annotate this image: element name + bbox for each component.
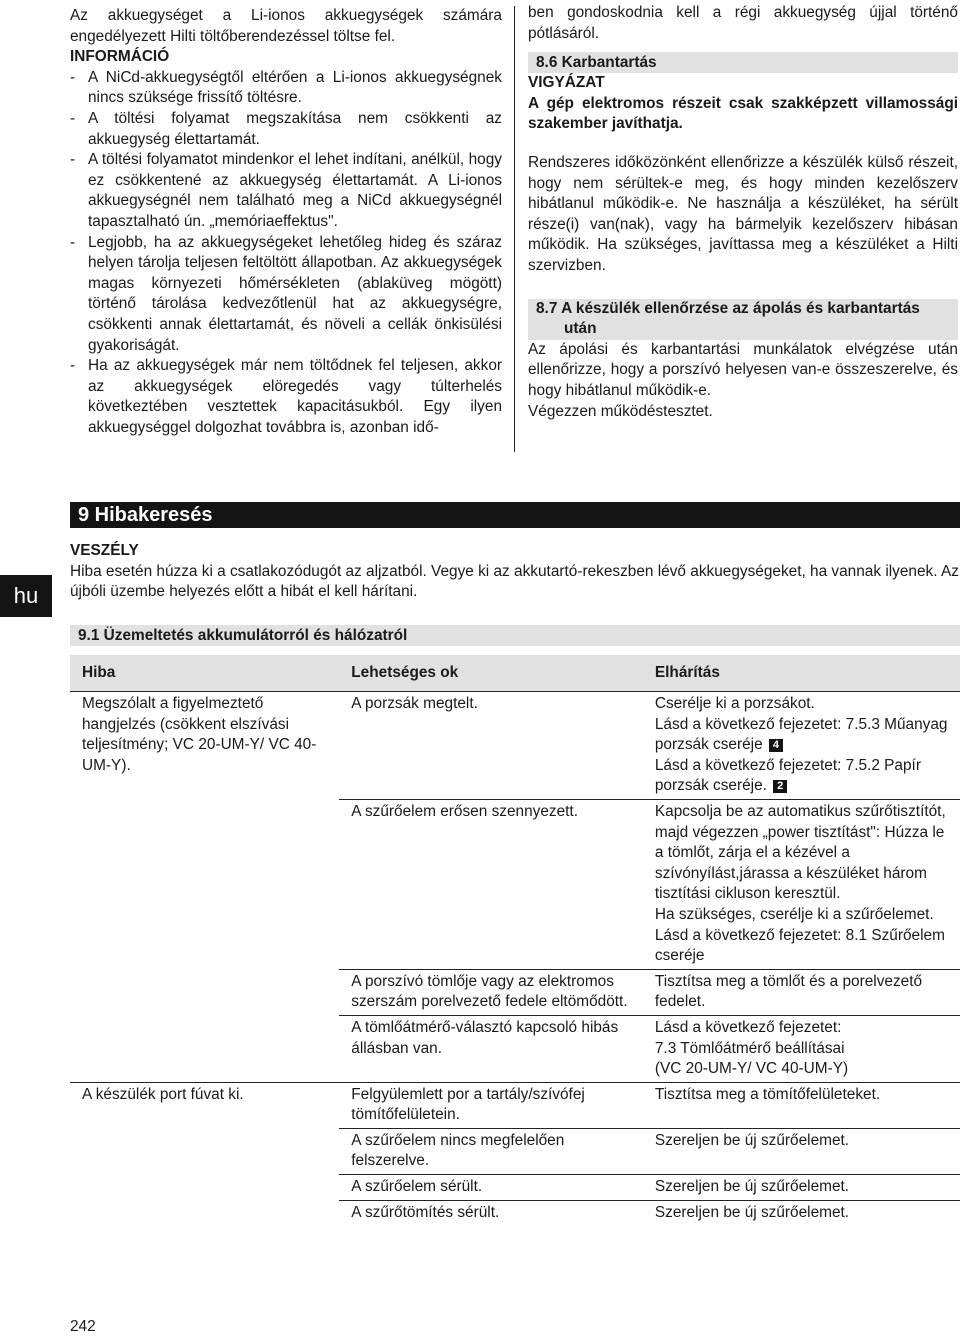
cause-cell: Felgyülemlett por a tartály/szívófej tömítőfelületein. [339,1082,643,1128]
info-heading: INFORMÁCIÓ [70,48,170,66]
table-row [70,1082,960,1128]
danger-text: Hiba esetén húzza ki a csatlakozódugót az aljzatból. Vegye ki az akkutartó-rekeszben lévő akkuegységeket, ha vannak ilyenek. Az újbóli üzembe helyezés előtt a hibát el kell hárítani. [70,562,959,601]
remedy-cell: Tisztítsa meg a tömítőfelületeket. [643,1082,960,1128]
battery-continuation: ben gondoskodnia kell a régi akkuegység újjal történő pótlásáról. [528,4,958,42]
table-row [70,799,960,969]
header-fault: Hiba [70,655,339,692]
section-9-1-heading: 9.1 Üzemeltetés akkumulátorról és hálózatról [70,625,960,646]
fault-cell [70,1128,339,1174]
caution-text: A gép elektromos részeit csak szakképzett villamossági szakember javíthatja. [528,94,958,133]
cause-cell: A szűrőelem sérült. [339,1175,643,1201]
after-care-check-text: Az ápolási és karbantartási munkálatok elvégzése után ellenőrizze, hogy a porszívó helyesen van-e összeszerelve, és hogy hibátlanul működik-e. [528,340,958,399]
remedy-cell: Szereljen be új szűrőelemet. [643,1128,960,1174]
table-row [70,1128,960,1174]
section-8-6-heading: 8.6 Karbantartás [528,52,958,73]
table-row [70,969,960,1015]
remedy-cell: Szereljen be új szűrőelemet. [643,1175,960,1201]
figure-ref-badge: 4 [769,739,783,752]
danger-heading: VESZÉLY [70,542,139,559]
cause-cell: A szűrőelem nincs megfelelően felszerelve. [339,1128,643,1174]
page-number: 242 [70,1318,96,1335]
right-column [528,3,958,422]
cause-cell: A szűrőtömítés sérült. [339,1200,643,1225]
table-header-row [70,655,960,692]
maintenance-text: Rendszeres időközönként ellenőrizze a készülék külső részeit, hogy nem sérültek-e meg, és hogy minden kezelőszerv hibátlanul működik-e. Ne használja a készüléket, ha sérült része(i) van(nak), vagy ha bármelyik kezelőszerv hibásan működik. Ha szükséges, javíttassa meg a készüléket a Hilti szervizben. [528,153,958,274]
cause-cell: A szűrőelem erősen szennyezett. [339,799,643,969]
fault-cell: A készülék port fúvat ki. [70,1082,339,1128]
cause-cell: A porszívó tömlője vagy az elektromos szerszám porelvezető fedele eltömődött. [339,969,643,1015]
table-row [70,1175,960,1201]
info-bullet: - Legjobb, ha az akkuegységeket lehetőleg hideg és száraz helyen tárolja teljesen feltöltött állapotban. Az akkuegységek magas környezeti hőmérsékleten (ablaküveg mögött) történő tárolása kedvezőtlenül hat az akkuegységre, csökkenti annak élettartamát, és növeli a cellák önkisülési gyakoriságát. [70,233,502,354]
fault-cell [70,969,339,1015]
cause-cell: A porzsák megtelt. [339,692,643,800]
section-8-7-heading: 8.7 A készülék ellenőrzése az ápolás és karbantartás után [528,299,958,340]
left-column [70,6,502,438]
info-bullet: - A NiCd-akkuegységtől eltérően a Li-ionos akkuegységnek nincs szüksége frissítő töltésre. [70,68,502,107]
fault-cell [70,1175,339,1201]
charging-intro: Az akkuegységet a Li-ionos akkuegységek számára engedélyezett Hilti töltőberendezéssel töltse fel. [70,7,502,45]
header-remedy: Elhárítás [643,655,960,692]
header-cause: Lehetséges ok [339,655,643,692]
remedy-cell: Cserélje ki a porzsákot. Lásd a következő fejezetet: 7.5.3 Műanyag porzsák cseréje 4 Lásd a következő fejezetet: 7.5.2 Papír porzsák cseréje. 2 [643,692,960,800]
caution-heading: VIGYÁZAT [528,74,605,92]
danger-block [70,541,960,603]
table-row [70,692,960,800]
fault-cell: Megszólalt a figyelmeztető hangjelzés (csökkent elszívási teljesítmény; VC 20-UM-Y/ VC 40-UM-Y). [70,692,339,800]
info-bullet: - Ha az akkuegységek már nem töltődnek fel teljesen, akkor az akkuegységek elöregedés vagy túlterhelés következtében vesztettek kapacitásukból. Egy ilyen akkuegységgel dolgozhat továbbra is, azonban idő- [70,357,502,436]
language-tab: hu [0,575,52,617]
remedy-cell: Kapcsolja be az automatikus szűrőtisztítót, majd végezzen „power tisztítást": Húzza le a tömlőt, zárja el a kézével a szívónyílást,járassa a készüléket három tisztítási cikluson keresztül. Ha szükséges, cserélje ki a szűrőelemet. Lásd a következő fejezetet: 8.1 Szűrőelem cseréje [643,799,960,969]
figure-ref-badge: 2 [773,780,787,793]
info-bullet: - A töltési folyamat megszakítása nem csökkenti az akkuegység élettartamát. [70,109,502,148]
remedy-cell: Lásd a következő fejezetet: 7.3 Tömlőátmérő beállításai (VC 20-UM-Y/ VC 40-UM-Y) [643,1015,960,1082]
function-test-text: Végezzen működéstesztet. [528,402,713,420]
info-bullet: - A töltési folyamatot mindenkor el lehet indítani, anélkül, hogy ez csökkentené az akkuegység élettartamát. A Li-ionos akkuegységnél nem található meg a NiCd akkuegységnél tapasztalható ún. „memóriaeffektus". [70,151,502,230]
section-9-heading: 9 Hibakeresés [70,502,960,528]
table-row [70,1200,960,1225]
column-divider [514,6,515,452]
fault-cell [70,1015,339,1082]
remedy-cell: Tisztítsa meg a tömlőt és a porelvezető fedelet. [643,969,960,1015]
remedy-cell: Szereljen be új szűrőelemet. [643,1200,960,1225]
troubleshooting-table [70,655,960,1225]
fault-cell [70,799,339,969]
fault-cell [70,1200,339,1225]
table-row [70,1015,960,1082]
cause-cell: A tömlőátmérő-választó kapcsoló hibás állásban van. [339,1015,643,1082]
